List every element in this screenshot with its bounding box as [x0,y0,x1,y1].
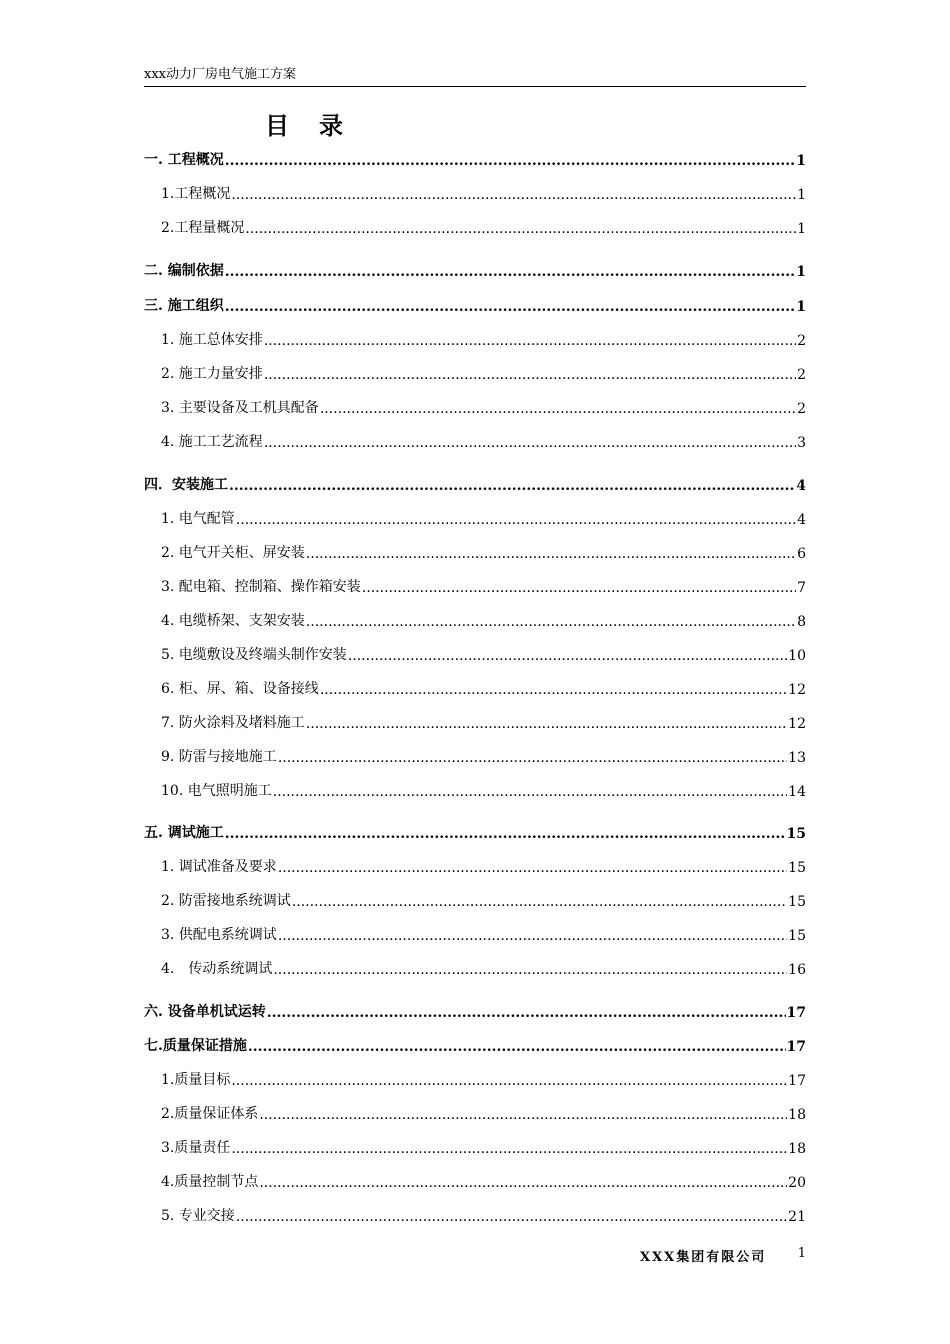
toc-entry-label: 1.质量目标 [161,1072,231,1088]
dot-leader [320,401,796,417]
toc-entry-page: 2 [797,333,806,349]
toc-section-entry[interactable] [161,325,806,349]
toc-entry-label: 三. 施工组织 [144,298,224,314]
toc-entry-label: 六. 设备单机试运转 [144,1004,266,1020]
page-header: xxx动力厂房电气施工方案 [144,66,806,87]
dot-leader [306,614,796,630]
toc-section-entry[interactable] [161,427,806,451]
toc-title: 目录 [265,111,373,140]
footer-page-number: 1 [797,1246,806,1261]
toc-chapter-entry[interactable] [144,256,806,280]
dot-leader [278,860,787,876]
dot-leader [278,928,787,944]
toc-entry-label: 3.质量责任 [161,1140,231,1156]
dot-leader [245,221,796,237]
dot-leader [348,648,787,664]
toc-entry-label: 7. 防火涂料及堵料施工 [161,715,305,731]
dot-leader [264,435,796,451]
dot-leader [231,187,796,203]
toc-entry-label: 3. 主要设备及工机具配备 [161,400,319,416]
toc-section-entry[interactable] [161,920,806,944]
toc-entry-label: 4.质量控制节点 [161,1174,259,1190]
toc-entry-page: 20 [788,1175,806,1191]
toc-section-entry[interactable] [161,640,806,664]
toc-section-entry[interactable] [161,1201,806,1225]
toc-section-entry[interactable] [161,954,806,978]
toc-entry-label: 9. 防雷与接地施工 [161,749,277,765]
toc-entry-page: 17 [786,1039,806,1055]
toc-entry-page: 1 [797,221,806,237]
dot-leader [259,1107,787,1123]
dot-leader [225,264,796,280]
toc-section-entry[interactable] [161,213,806,237]
toc-entry-page: 1 [796,264,806,280]
toc-entry-page: 15 [788,928,806,944]
toc-section-entry[interactable] [161,742,806,766]
toc-section-entry[interactable] [161,776,806,800]
toc-entry-page: 13 [788,750,806,766]
toc-section-entry[interactable] [161,708,806,732]
dot-leader [306,546,796,562]
toc-section-entry[interactable] [161,1099,806,1123]
toc-entry-page: 4 [796,478,806,494]
toc-entry-page: 12 [788,682,806,698]
toc-entry-page: 10 [788,648,806,664]
dot-leader [231,1073,787,1089]
toc-entry-label: 6. 柜、屏、箱、设备接线 [161,681,319,697]
toc-entry-page: 21 [788,1209,806,1225]
toc-entry-label: 3. 配电箱、控制箱、操作箱安装 [161,579,361,595]
toc-section-entry[interactable] [161,886,806,910]
toc-entry-label: 一. 工程概况 [144,152,224,168]
toc-entry-label: 1. 施工总体安排 [161,332,263,348]
toc-entry-label: 七.质量保证措施 [144,1038,247,1054]
toc-entry-label: 1. 电气配管 [161,511,235,527]
toc-entry-page: 16 [788,962,806,978]
toc-section-entry[interactable] [161,538,806,562]
toc-entry-label: 5. 专业交接 [161,1208,235,1224]
toc-entry-label: 4. 施工工艺流程 [161,434,263,450]
dot-leader [273,962,787,978]
toc-section-entry[interactable] [161,606,806,630]
dot-leader [236,512,796,528]
dot-leader [362,580,796,596]
dot-leader [236,1209,787,1225]
toc-section-entry[interactable] [161,572,806,596]
toc-section-entry[interactable] [161,1065,806,1089]
toc-entry-page: 15 [788,894,806,910]
toc-entry-page: 1 [797,187,806,203]
dot-leader [306,716,787,732]
toc-entry-page: 14 [788,784,806,800]
toc-entry-label: 5. 电缆敷设及终端头制作安装 [161,647,347,663]
toc-entry-label: 2.工程量概况 [161,220,245,236]
toc-entry-label: 4. 传动系统调试 [161,961,273,977]
dot-leader [264,367,796,383]
toc-entry-label: 2. 防雷接地系统调试 [161,893,291,909]
dot-leader [273,784,787,800]
toc-entry-page: 3 [797,435,806,451]
toc-entry-page: 1 [796,299,806,315]
dot-leader [248,1039,786,1055]
toc-entry-page: 15 [788,860,806,876]
toc-entry-page: 6 [797,546,806,562]
dot-leader [231,1141,787,1157]
toc-entry-page: 1 [796,153,806,169]
toc-entry-page: 15 [786,826,806,842]
toc-entry-label: 3. 供配电系统调试 [161,927,277,943]
toc-entry-label: 2. 电气开关柜、屏安装 [161,545,305,561]
toc-chapter-entry[interactable] [144,291,806,315]
toc-entry-label: 1. 调试准备及要求 [161,859,277,875]
toc-entry-page: 2 [797,401,806,417]
toc-entry-page: 18 [788,1107,806,1123]
dot-leader [278,750,787,766]
toc-chapter-entry[interactable] [144,470,806,494]
toc-section-entry[interactable] [161,1167,806,1191]
toc-section-entry[interactable] [161,504,806,528]
toc-entry-label: 10. 电气照明施工 [161,783,272,799]
dot-leader [229,478,795,494]
toc-entry-page: 18 [788,1141,806,1157]
dot-leader [267,1005,786,1021]
toc-entry-page: 2 [797,367,806,383]
toc-section-entry[interactable] [161,1133,806,1157]
dot-leader [225,299,796,315]
toc-entry-label: 2.质量保证体系 [161,1106,259,1122]
toc-entry-label: 五. 调试施工 [144,825,224,841]
toc-section-entry[interactable] [161,393,806,417]
toc-entry-page: 7 [797,580,806,596]
toc-entry-label: 四．安装施工 [144,477,228,493]
dot-leader [225,826,786,842]
toc-entry-label: 1.工程概况 [161,186,231,202]
toc-section-entry[interactable] [161,359,806,383]
toc-entry-page: 17 [786,1005,806,1021]
dot-leader [225,153,796,169]
footer-company: XXX集团有限公司 [640,1250,767,1265]
dot-leader [292,894,787,910]
toc-chapter-entry[interactable] [144,1031,806,1055]
toc-entry-label: 二. 编制依据 [144,263,224,279]
dot-leader [320,682,787,698]
page-footer [640,1246,806,1265]
toc-entry-label: 2. 施工力量安排 [161,366,263,382]
toc-section-entry[interactable] [161,179,806,203]
toc-entry-page: 17 [788,1073,806,1089]
toc-section-entry[interactable] [161,852,806,876]
toc-section-entry[interactable] [161,674,806,698]
toc-chapter-entry[interactable] [144,145,806,169]
toc-chapter-entry[interactable] [144,818,806,842]
toc-entry-page: 4 [797,512,806,528]
dot-leader [259,1175,787,1191]
dot-leader [264,333,796,349]
toc-chapter-entry[interactable] [144,997,806,1021]
toc-entry-label: 4. 电缆桥架、支架安装 [161,613,305,629]
toc-entry-page: 8 [797,614,806,630]
toc-entry-page: 12 [788,716,806,732]
